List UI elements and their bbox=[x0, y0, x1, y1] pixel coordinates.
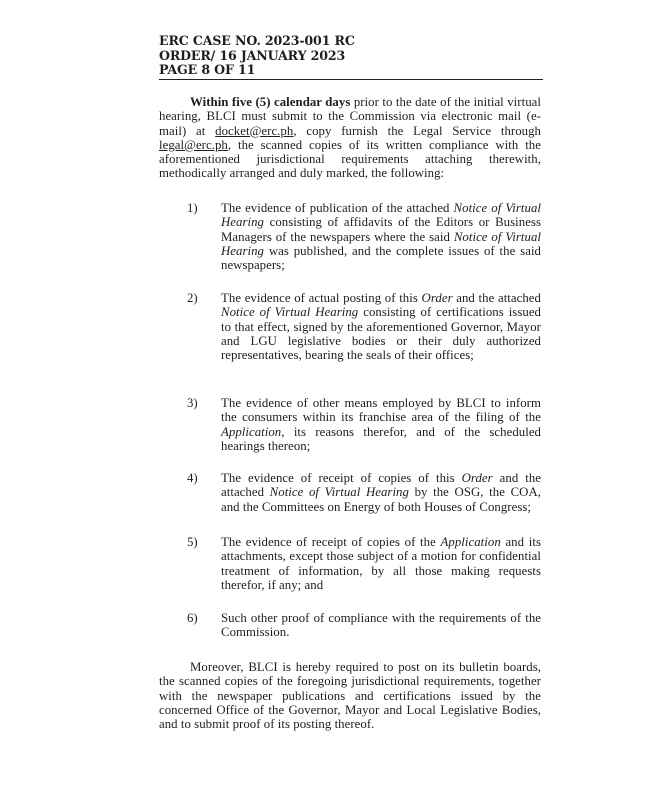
legal-email-link[interactable]: legal@erc.ph bbox=[159, 137, 228, 152]
list-item-text: The evidence of receipt of copies of the Application and its attachments, except those subject of a motion for confidential treatment of information, by all those making requests therefor, if any; and bbox=[221, 535, 541, 592]
list-item-text: The evidence of other means employed by BLCI to inform the consumers within its franchise area of the filing of the Application, its reasons therefor, and of the scheduled hearings thereon; bbox=[221, 396, 541, 453]
closing-text: Moreover, BLCI is hereby required to post on its bulletin boards, the scanned copies of the foregoing jurisdictional requirements, together with the newspaper publications and certifications issued by the concerned Office of the Governor, Mayor and Local Legislative Bodies, and to submit proof of its posting thereof. bbox=[159, 660, 541, 732]
intro-text-3: , the scanned copies of its written compliance with the aforementioned jurisdictional requirements attaching therewith, methodically arranged and duly marked, the following: bbox=[159, 137, 541, 181]
order-date: ORDER/ 16 JANUARY 2023 bbox=[159, 47, 346, 63]
intro-lead: Within five (5) calendar days bbox=[190, 95, 351, 109]
list-item-number: 6) bbox=[187, 611, 198, 625]
list-item-text: Such other proof of compliance with the requirements of the Commission. bbox=[221, 611, 541, 640]
docket-email-link[interactable]: docket@erc.ph bbox=[215, 123, 294, 138]
list-item-number: 3) bbox=[187, 396, 198, 410]
list-item-text: The evidence of actual posting of this Order and the attached Notice of Virtual Hearing consisting of certifications issued to that effect, signed by the aforementioned Governor, Mayor and LGU legislative bodies or their duly authorized representatives, bearing the seals of their offices; bbox=[221, 291, 541, 363]
intro-text-1: prior to the date of the initial virtual hearing, BLCI must submit to the Commission via electronic mail (e-mail) at bbox=[159, 95, 541, 138]
intro-paragraph bbox=[159, 95, 541, 181]
list-item-number: 1) bbox=[187, 201, 198, 215]
list-item-number: 2) bbox=[187, 291, 198, 305]
intro-text-2: , copy furnish the Legal Service through bbox=[293, 123, 541, 138]
list-item-text: The evidence of receipt of copies of this Order and the attached Notice of Virtual Hearing by the OSG, the COA, and the Committees on Energy of both Houses of Congress; bbox=[221, 471, 541, 514]
case-number: ERC CASE NO. 2023-001 RC bbox=[159, 33, 355, 48]
page-number: PAGE 8 OF 11 bbox=[159, 62, 256, 77]
list-item-number: 5) bbox=[187, 535, 198, 549]
list-item-text: The evidence of publication of the attached Notice of Virtual Hearing consisting of affidavits of the Editors or Business Managers of the newspapers where the said Notice of Virtual Hearing was published, and the complete issues of the said newspapers; bbox=[221, 201, 541, 273]
header-rule bbox=[159, 79, 543, 80]
list-item-number: 4) bbox=[187, 471, 198, 485]
closing-paragraph bbox=[159, 660, 541, 731]
page-header bbox=[159, 34, 541, 78]
